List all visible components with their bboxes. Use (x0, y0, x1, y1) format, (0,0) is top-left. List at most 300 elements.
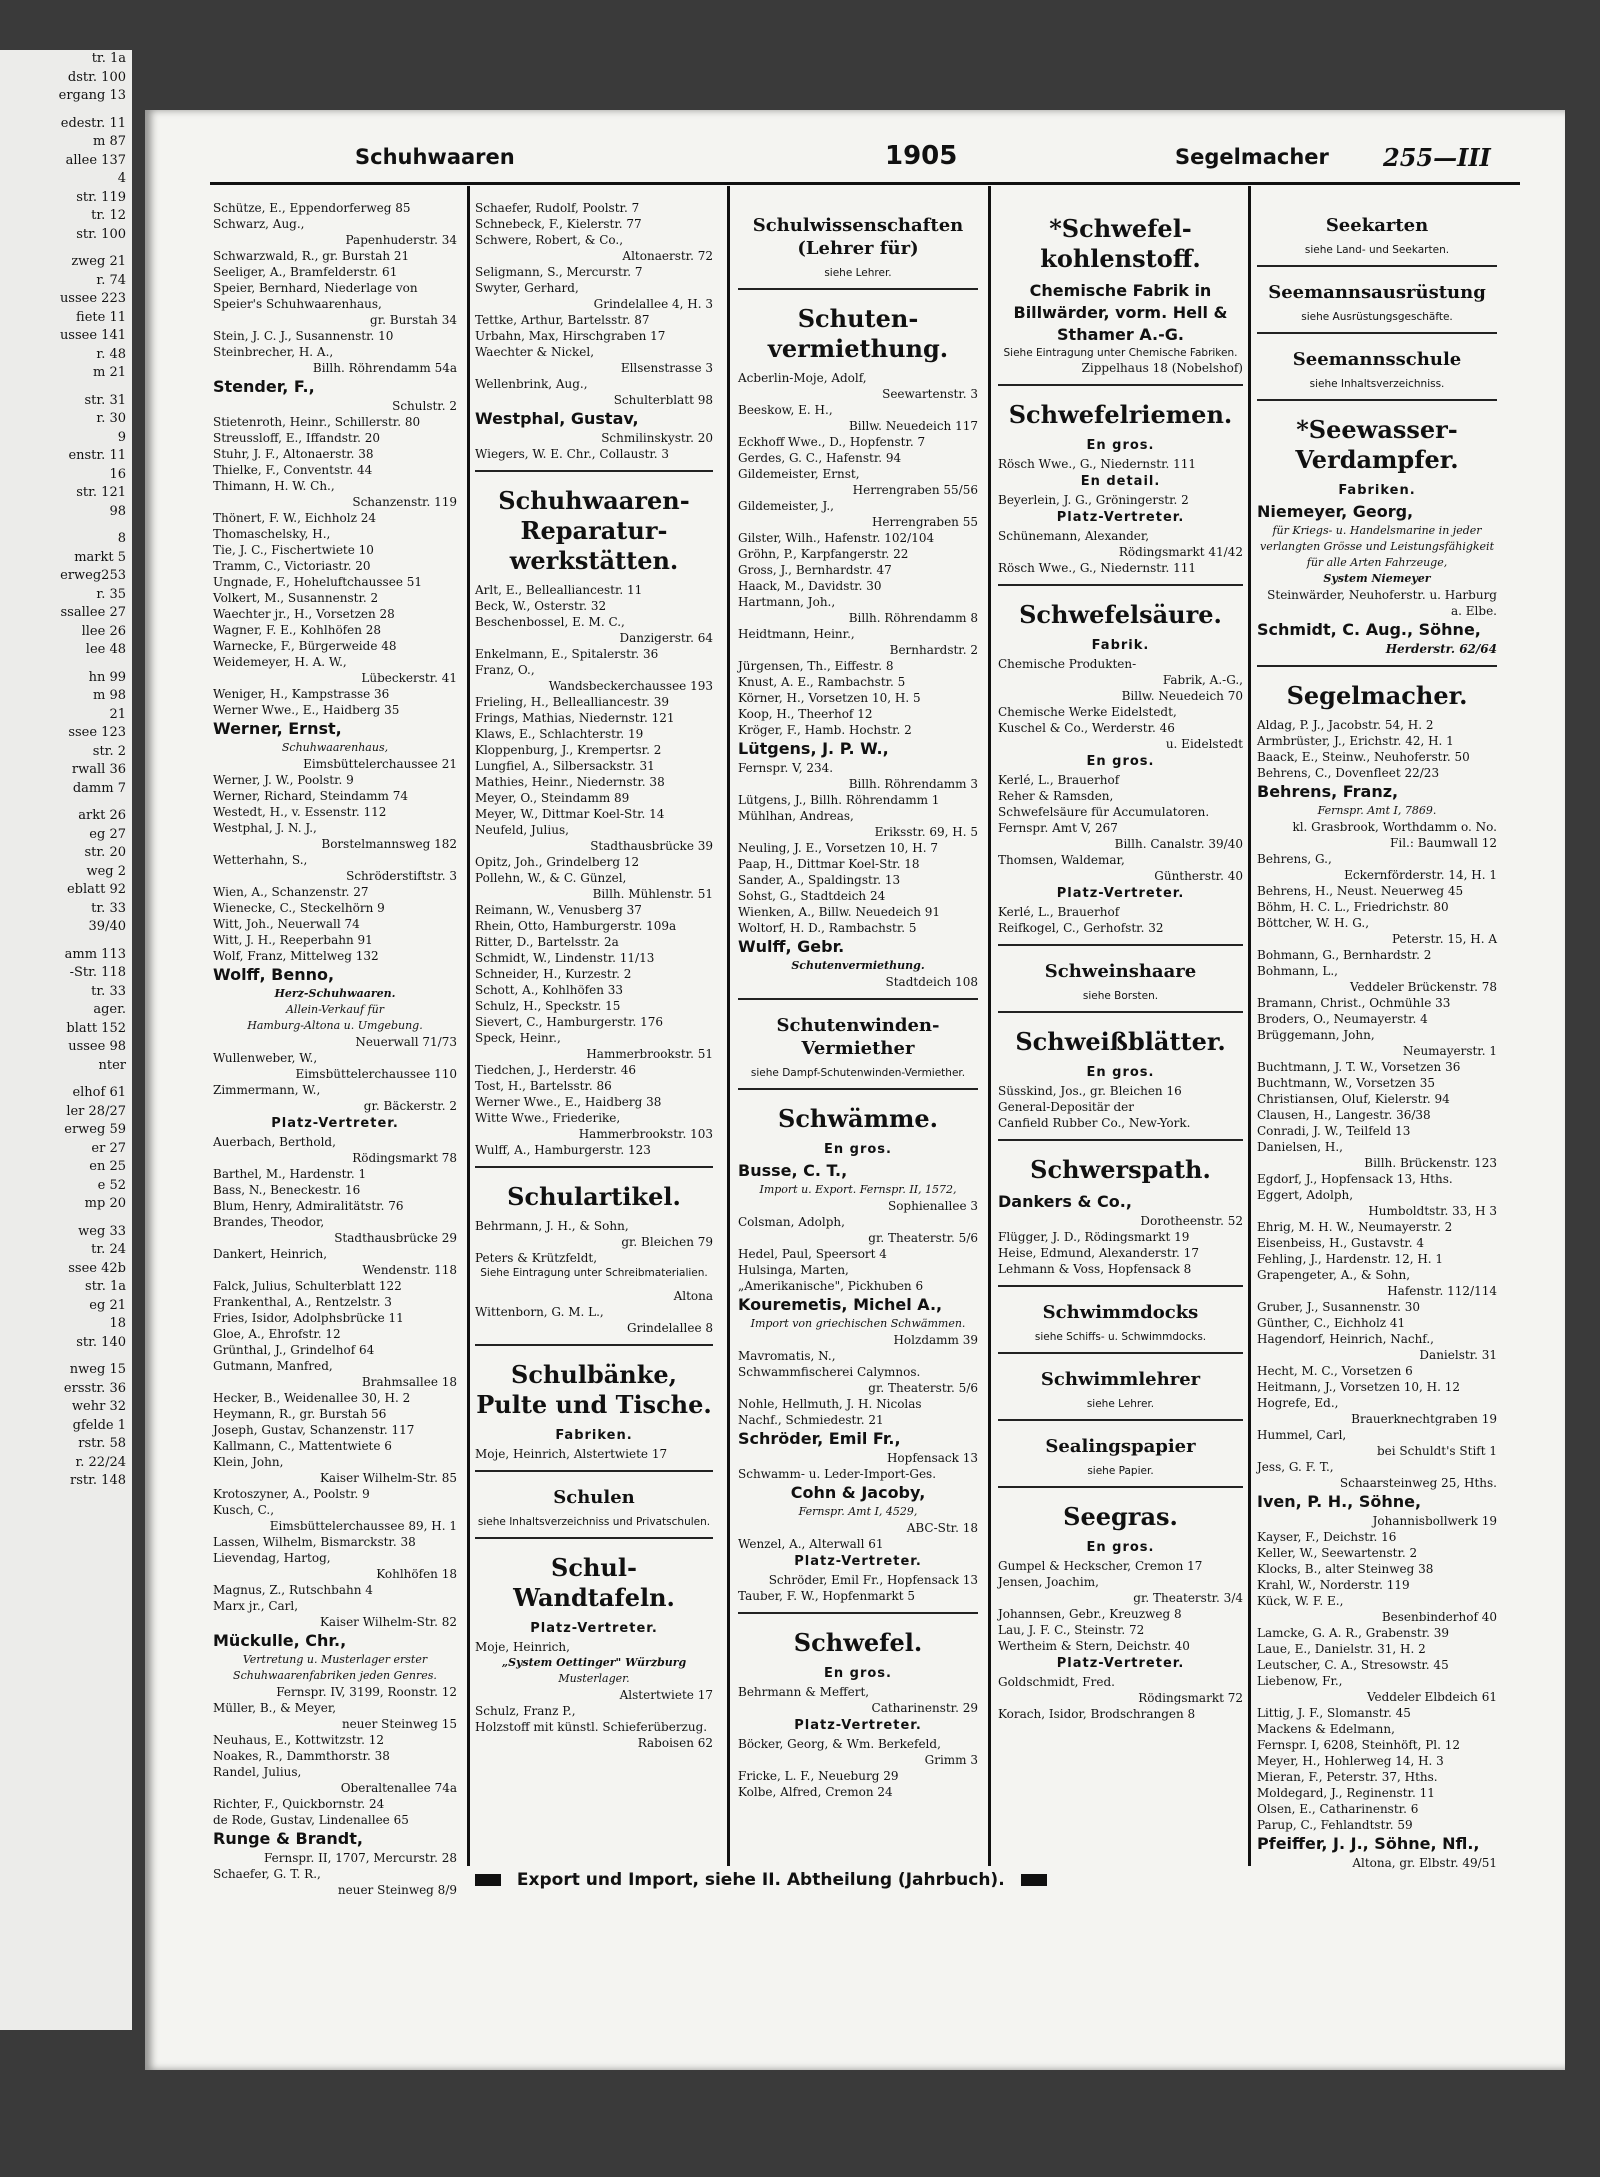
directory-entry: Schröder, Emil Fr., Hopfensack 13 (768, 1573, 978, 1587)
directory-entry: Bass, N., Beneckestr. 16 (213, 1183, 361, 1197)
entry: Vertretung u. Musterlager erster Schuhwaarenfabriken jeden Genres. (233, 1653, 437, 1682)
directory-entry: Bernhardstr. 2 (889, 643, 978, 657)
directory-entry: Frings, Mathias, Niedernstr. 121 (475, 711, 675, 725)
directory-entry: Speck, Heinr., (475, 1031, 561, 1045)
previous-page-fragment: str. 119 (76, 189, 126, 205)
previous-page-fragment: en 25 (89, 1159, 126, 1174)
directory-entry: Lau, J. F. C., Steinstr. 72 (998, 1623, 1145, 1637)
directory-entry: Baack, E., Steinw., Neuhoferstr. 50 (1257, 750, 1470, 764)
directory-entry: Mackens & Edelmann, (1257, 1722, 1395, 1736)
subheading: Platz-Vertreter. (794, 1718, 922, 1733)
directory-entry: Danielsen, H., (1257, 1140, 1343, 1154)
previous-page-fragment: hn 99 (88, 669, 126, 685)
section-schwefelsaeure: Schwefelsäure. (1019, 600, 1222, 629)
directory-entry: Witte Wwe., Friederike, (475, 1111, 621, 1125)
subheading: En gros. (1086, 1540, 1155, 1555)
previous-page-fragment: eblatt 92 (66, 882, 126, 897)
dankers-heading: Dankers & Co., (998, 1192, 1132, 1211)
header-year: 1905 (885, 141, 958, 171)
subheading: En gros. (824, 1142, 892, 1157)
directory-entry: Fries, Isidor, Adolphsbrücke 11 (213, 1311, 404, 1325)
directory-entry: Grimm 3 (924, 1753, 978, 1767)
previous-page-fragment: lee 48 (85, 642, 126, 657)
entry: Alstertwiete 17 (619, 1688, 713, 1702)
directory-entry: Woltorf, H. D., Rambachstr. 5 (738, 921, 917, 935)
directory-entry: Beschenbossel, E. M. C., (475, 615, 625, 629)
entry: siehe Lehrer. (1086, 1398, 1155, 1410)
niemeyer-heading: Niemeyer, Georg, (1257, 502, 1414, 521)
directory-entry: Grindelallee 4, H. 3 (593, 297, 713, 311)
directory-entry: Gerdes, G. C., Hafenstr. 94 (738, 451, 902, 465)
directory-entry: Goldschmidt, Fred. (998, 1675, 1115, 1689)
entry: siehe Borsten. (1082, 990, 1159, 1002)
previous-page-fragment: ersstr. 36 (63, 1380, 126, 1396)
section-schuten: Schuten-vermiethung. (767, 304, 949, 363)
directory-entry: Meyer, H., Hohlerweg 14, H. 3 (1257, 1754, 1444, 1768)
directory-entry: Warnecke, F., Bürgerweide 48 (213, 639, 397, 653)
directory-entry: Neumayerstr. 1 (1402, 1044, 1497, 1058)
directory-entry: Noakes, R., Dammthorstr. 38 (213, 1749, 390, 1763)
entry: Eimsbüttelerchaussee 21 (303, 757, 457, 771)
directory-entry: Seewartenstr. 3 (882, 387, 978, 401)
directory-entry: Heise, Edmund, Alexanderstr. 17 (998, 1246, 1199, 1260)
directory-entry: Wullenweber, W., (213, 1051, 318, 1065)
directory-entry: Schaarsteinweg 25, Hths. (1339, 1476, 1497, 1490)
directory-entry: Herrengraben 55 (871, 515, 978, 529)
directory-entry: Schwarz, Aug., (213, 217, 305, 231)
previous-page-fragment: 9 (117, 429, 126, 445)
directory-entry: Reifkogel, C., Gerhofstr. 32 (998, 921, 1164, 935)
directory-entry: Kallmann, C., Mattentwiete 6 (213, 1439, 392, 1453)
directory-entry: Conradi, J. W., Teilfeld 13 (1257, 1124, 1411, 1138)
directory-entry: Franz, O., (475, 663, 535, 677)
subheading: En gros. (1086, 1065, 1155, 1080)
previous-page-fragment: ussee 98 (68, 1039, 126, 1054)
directory-entry: Schaefer, Rudolf, Poolstr. 7 (475, 201, 640, 215)
chem-fabrik-heading: Chemische Fabrik in Billwärder, vorm. Hell & Sthamer A.-G. (1013, 281, 1228, 344)
directory-entry: Wetterhahn, S., (213, 853, 308, 867)
directory-entry: Papenhuderstr. 34 (345, 233, 457, 247)
directory-entry: Billh. Mühlenstr. 51 (592, 887, 713, 901)
entry: ABC-Str. 18 (906, 1521, 978, 1535)
busse-heading: Busse, C. T., (738, 1161, 848, 1180)
previous-page-fragment: str. 140 (76, 1334, 126, 1350)
previous-page-fragment: 16 (109, 466, 126, 482)
directory-entry: Brahmsallee 18 (361, 1375, 457, 1389)
directory-entry: Christiansen, Oluf, Kielerstr. 94 (1257, 1092, 1450, 1106)
previous-page-fragment: 8 (117, 531, 126, 546)
directory-entry: Enkelmann, E., Spitalerstr. 36 (475, 647, 659, 661)
directory-entry: Kohlhöfen 18 (376, 1567, 457, 1581)
section-seemannsausruestung: Seemannsausrüstung (1268, 282, 1486, 303)
previous-page-fragment: nter (98, 1057, 126, 1073)
directory-entry: Tost, H., Bartelsstr. 86 (475, 1079, 612, 1093)
directory-entry: Eckhoff Wwe., D., Hopfenstr. 7 (738, 435, 926, 449)
previous-page-fragment: tr. 33 (91, 900, 126, 916)
directory-entry: Gloe, A., Ehrofstr. 12 (213, 1327, 341, 1341)
directory-entry: Fricke, L. F., Neueburg 29 (738, 1769, 899, 1783)
previous-page-fragment: arkt 26 (78, 808, 126, 823)
previous-page-fragment: er 27 (91, 1140, 126, 1156)
entry: „System Oettinger" Würzburg (501, 1656, 687, 1669)
directory-entry: Mavromatis, N., (738, 1349, 836, 1363)
previous-page-fragment: fiete 11 (76, 309, 126, 325)
directory-entry: Behrens, C., Dovenfleet 22/23 (1257, 766, 1440, 780)
directory-entry: Eimsbüttelerchaussee 89, H. 1 (269, 1519, 457, 1533)
entry: siehe Dampf-Schutenwinden-Vermiether. (750, 1067, 966, 1079)
directory-entry: Wagner, F. E., Kohlhöfen 28 (213, 623, 382, 637)
directory-entry: Besenbinderhof 40 (1381, 1610, 1497, 1624)
column-2 (475, 200, 713, 1865)
section-schulwissenschaften: Schulwissenschaften (Lehrer für) (752, 215, 964, 259)
directory-entry: Lübeckerstr. 41 (361, 671, 457, 685)
directory-entry: Schünemann, Alexander, (998, 529, 1150, 543)
column-4 (998, 200, 1243, 1865)
mueckulle-heading: Mückulle, Chr., (213, 1631, 347, 1650)
directory-entry: Frieling, H., Bellealliancestr. 39 (475, 695, 669, 709)
subheading: En gros. (1086, 754, 1155, 769)
directory-entry: Schulterblatt 98 (613, 393, 713, 407)
directory-entry: Brandes, Theodor, (213, 1215, 325, 1229)
directory-entry: Hummel, Carl, (1257, 1428, 1347, 1442)
directory-entry: Lehmann & Voss, Hopfensack 8 (998, 1262, 1192, 1276)
entry: siehe Lehrer. (824, 267, 892, 279)
entry: kl. Grasbrook, Worthdamm o. No. (1292, 820, 1497, 834)
directory-entry: Stadthausbrücke 39 (590, 839, 713, 853)
column-divider (727, 186, 730, 1866)
directory-entry: Acberlin-Moje, Adolf, (738, 371, 867, 385)
subheading: Platz-Vertreter. (1056, 1656, 1185, 1671)
directory-entry: Schmidt, W., Lindenstr. 11/13 (475, 951, 655, 965)
section-schwimmlehrer: Schwimmlehrer (1040, 1369, 1201, 1390)
previous-page-fragment: erweg253 (60, 568, 126, 583)
subheading: Fabriken. (555, 1428, 633, 1443)
previous-page-fragment: str. 100 (76, 226, 126, 242)
westphal-heading: Westphal, Gustav, (475, 409, 639, 428)
directory-entry: Wulff, A., Hamburgerstr. 123 (475, 1143, 651, 1157)
directory-entry: Aldag, P. J., Jacobstr. 54, H. 2 (1257, 718, 1434, 732)
directory-entry: Urbahn, Max, Hirschgraben 17 (475, 329, 666, 343)
previous-page-fragment: amm 113 (64, 946, 126, 962)
previous-page-fragment: m 98 (92, 688, 126, 703)
section-schwefelkohlenstoff: *Schwefel-kohlenstoff. (1040, 214, 1201, 273)
directory-entry: Flügger, J. D., Rödingsmarkt 19 (998, 1230, 1190, 1244)
schroeder-heading: Schröder, Emil Fr., (738, 1429, 901, 1448)
directory-entry: Liebenow, Fr., (1257, 1674, 1343, 1688)
previous-page-fragment: wehr 32 (71, 1399, 126, 1414)
directory-entry: Speier, Bernhard, Niederlage von (213, 281, 418, 295)
directory-entry: Gröhn, P., Karpfangerstr. 22 (738, 547, 909, 561)
previous-page-fragment: 21 (109, 706, 126, 722)
previous-page-fragment: ssallee 27 (60, 605, 126, 620)
previous-page-fragment: str. 1a (85, 1279, 126, 1294)
previous-page-fragment: str. 121 (76, 485, 126, 500)
directory-entry: Richter, F., Quickbornstr. 24 (213, 1797, 385, 1811)
entry: Wiegers, W. E. Chr., Collaustr. 3 (475, 447, 670, 461)
directory-entry: „Amerikanische", Pickhuben 6 (738, 1279, 924, 1293)
directory-entry: Klaws, E., Schlachterstr. 19 (475, 727, 644, 741)
directory-entry: Tie, J. C., Fischertwiete 10 (213, 543, 374, 557)
directory-entry: Süsskind, Jos., gr. Bleichen 16 (998, 1084, 1182, 1098)
section-seewasser: *Seewasser-Verdampfer. (1295, 415, 1459, 474)
column-divider (988, 186, 991, 1866)
directory-entry: Rösch Wwe., G., Niedernstr. 111 (998, 457, 1197, 471)
directory-entry: Eriksstr. 69, H. 5 (874, 825, 978, 839)
entry: Johannisbollwerk 19 (1372, 1514, 1497, 1528)
previous-page-fragment: tr. 12 (91, 208, 126, 223)
previous-page-fragment: ager. (93, 1002, 126, 1017)
entry: siehe Inhaltsverzeichniss. (1309, 378, 1445, 390)
directory-entry: Veddeler Brückenstr. 78 (1349, 980, 1497, 994)
entry: siehe Land- und Seekarten. (1304, 244, 1450, 256)
directory-entry: Böcker, Georg, & Wm. Berkefeld, (738, 1737, 941, 1751)
entry: Fernspr. Amt I, 4529, (798, 1505, 918, 1518)
directory-entry: Opitz, Joh., Grindelberg 12 (475, 855, 640, 869)
entry: Fernspr. II, 1707, Mercurstr. 28 (263, 1851, 457, 1865)
directory-entry: Danzigerstr. 64 (619, 631, 713, 645)
directory-entry: Moldegard, J., Reginenstr. 11 (1257, 1786, 1435, 1800)
directory-entry: Tauber, F. W., Hopfenmarkt 5 (738, 1589, 916, 1603)
directory-entry: Thönert, F. W., Eichholz 24 (213, 511, 376, 525)
behrens-heading: Behrens, Franz, (1257, 782, 1399, 801)
stender-heading: Stender, F., (213, 377, 315, 396)
directory-entry: Hagendorf, Heinrich, Nachf., (1257, 1332, 1434, 1346)
directory-entry: Korach, Isidor, Brodschrangen 8 (998, 1707, 1196, 1721)
previous-page-fragment: llee 26 (81, 623, 126, 639)
directory-entry: Güntherstr. 40 (1154, 869, 1243, 883)
header-category-left: Schuhwaaren (355, 145, 515, 169)
directory-entry: Colsman, Adolph, (738, 1215, 845, 1229)
entry: Import von griechischen Schwämmen. (750, 1317, 966, 1330)
section-seekarten: Seekarten (1325, 215, 1429, 236)
section-schwefel: Schwefel. (793, 1628, 923, 1657)
previous-page-fragment: rwall 36 (71, 762, 126, 777)
directory-entry: Billh. Röhrendamm 54a (312, 361, 457, 375)
directory-entry: Paap, H., Dittmar Koel-Str. 18 (738, 857, 920, 871)
directory-entry: Gilster, Wilh., Hafenstr. 102/104 (738, 531, 935, 545)
directory-entry: Gumpel & Heckscher, Cremon 17 (998, 1559, 1203, 1573)
directory-entry: Jensen, Joachim, (998, 1575, 1099, 1589)
directory-entry: Jürgensen, Th., Eiffestr. 8 (738, 659, 894, 673)
directory-entry: Chemische Produkten- (998, 657, 1137, 671)
section-seegras: Seegras. (1063, 1502, 1178, 1531)
entry: Altona, gr. Elbstr. 49/51 (1352, 1856, 1497, 1870)
section-schutenwinden: Schutenwinden-Vermiether (776, 1015, 940, 1059)
directory-entry: Wienken, A., Billw. Neuedeich 91 (738, 905, 941, 919)
directory-entry: Brüggemann, John, (1257, 1028, 1375, 1042)
directory-entry: Seeliger, A., Bramfelderstr. 61 (213, 265, 398, 279)
directory-entry: Wandsbeckerchaussee 193 (548, 679, 713, 693)
directory-entry: Werner, Richard, Steindamm 74 (213, 789, 408, 803)
entry: Siehe Eintragung unter Chemische Fabriken. (1003, 347, 1238, 359)
entry: Billh. Röhrendamm 3 (848, 777, 978, 791)
directory-entry: Schanzenstr. 119 (352, 495, 457, 509)
pointing-hand-icon (1021, 1874, 1047, 1886)
subheading: Platz-Vertreter. (794, 1554, 922, 1569)
directory-entry: Knust, A. E., Rambachstr. 5 (738, 675, 906, 689)
directory-entry: Speier's Schuhwaarenhaus, (213, 297, 382, 311)
wolff-heading: Wolff, Benno, (213, 965, 335, 984)
directory-entry: Waechter jr., H., Vorsetzen 28 (213, 607, 395, 621)
directory-entry: Stuhr, J. F., Altonaerstr. 38 (213, 447, 374, 461)
previous-page-fragment: zweg 21 (71, 254, 126, 269)
directory-entry: Parup, C., Fehlandtstr. 59 (1257, 1818, 1413, 1832)
directory-entry: Schneider, H., Kurzestr. 2 (475, 967, 632, 981)
directory-entry: Volkert, M., Susannenstr. 2 (213, 591, 379, 605)
directory-entry: Johannsen, Gebr., Kreuzweg 8 (998, 1607, 1182, 1621)
directory-entry: Eckernförderstr. 14, H. 1 (1344, 868, 1497, 882)
previous-page-fragment: rstr. 148 (70, 1473, 126, 1488)
directory-entry: Thielke, F., Conventstr. 44 (213, 463, 373, 477)
directory-entry: Weniger, H., Kampstrasse 36 (213, 687, 390, 701)
cohn-heading: Cohn & Jacoby, (790, 1483, 926, 1502)
directory-entry: Neufeld, Julius, (475, 823, 569, 837)
previous-page-fragment: ssee 42b (68, 1260, 126, 1276)
directory-entry: Kröger, F., Hamb. Hochstr. 2 (738, 723, 912, 737)
previous-page-fragment: -Str. 118 (69, 965, 126, 980)
directory-entry: Stietenroth, Heinr., Schillerstr. 80 (213, 415, 421, 429)
header-rule (210, 182, 1520, 185)
directory-entry: Tettke, Arthur, Bartelsstr. 87 (475, 313, 650, 327)
directory-entry: Lungfiel, A., Silbersackstr. 31 (475, 759, 655, 773)
entry: Dorotheenstr. 52 (1140, 1214, 1243, 1228)
directory-entry: gr. Theaterstr. 3/4 (1133, 1591, 1243, 1605)
directory-entry: Sander, A., Spaldingstr. 13 (738, 873, 901, 887)
directory-entry: Oberaltenallee 74a (340, 1781, 457, 1795)
entry: Hamburg-Altona u. Umgebung. (247, 1019, 423, 1032)
directory-entry: Chemische Werke Eidelstedt, (998, 705, 1177, 719)
entry: siehe Inhaltsverzeichniss und Privatschulen. (477, 1516, 711, 1528)
directory-entry: Fernspr. Amt V, 267 (998, 821, 1118, 835)
directory-entry: Behrens, H., Neust. Neuerweg 45 (1257, 884, 1464, 898)
subheading: En gros. (1086, 438, 1155, 453)
entry: Schmilinskystr. 20 (601, 431, 713, 445)
directory-entry: Magnus, Z., Rutschbahn 4 (213, 1583, 373, 1597)
directory-entry: Seligmann, S., Mercurstr. 7 (475, 265, 643, 279)
directory-entry: Behrmann, J. H., & Sohn, (475, 1219, 629, 1233)
directory-entry: General-Depositär der (998, 1100, 1134, 1114)
directory-entry: Heidtmann, Heinr., (738, 627, 855, 641)
directory-entry: Mieran, F., Peterstr. 37, Hths. (1257, 1770, 1438, 1784)
entry: Herderstr. 62/64 (1385, 642, 1497, 656)
directory-entry: Schwammfischerei Calymnos. (738, 1365, 921, 1379)
directory-entry: Rösch Wwe., G., Niedernstr. 111 (998, 561, 1197, 575)
directory-entry: Hecht, M. C., Vorsetzen 6 (1257, 1364, 1413, 1378)
directory-entry: Nohle, Hellmuth, J. H. Nicolas (738, 1397, 922, 1411)
directory-entry: Ellsenstrasse 3 (620, 361, 713, 375)
directory-entry: Schröderstiftstr. 3 (346, 869, 457, 883)
directory-entry: Wienecke, C., Steckelhörn 9 (213, 901, 385, 915)
previous-page-fragment: 98 (109, 503, 126, 519)
directory-entry: Barthel, M., Hardenstr. 1 (213, 1167, 367, 1181)
directory-entry: Schulz, H., Speckstr. 15 (475, 999, 621, 1013)
directory-entry: Hecker, B., Weidenallee 30, H. 2 (213, 1391, 411, 1405)
directory-entry: Broders, O., Neumayerstr. 4 (1257, 1012, 1428, 1026)
column-1 (213, 200, 457, 1897)
wulff-heading: Wulff, Gebr. (738, 937, 845, 956)
directory-entry: Kolbe, Alfred, Cremon 24 (738, 1785, 893, 1799)
directory-entry: Eimsbüttelerchaussee 110 (295, 1067, 457, 1081)
directory-entry: Schwarzwald, R., gr. Burstah 21 (213, 249, 410, 263)
directory-entry: Rödingsmarkt 72 (1138, 1691, 1243, 1705)
directory-entry: Falck, Julius, Schulterblatt 122 (213, 1279, 402, 1293)
previous-page-fragment: weg 2 (86, 863, 126, 879)
directory-entry: Bohmann, G., Bernhardstr. 2 (1257, 948, 1432, 962)
directory-entry: Schwefelsäure für Accumulatoren. (998, 805, 1210, 819)
entry: Allein-Verkauf für (285, 1003, 384, 1016)
directory-entry: Werner, J. W., Poolstr. 9 (213, 773, 354, 787)
directory-entry: Clausen, H., Langestr. 36/38 (1257, 1108, 1431, 1122)
directory-entry: Ritter, D., Bartelsstr. 2a (475, 935, 619, 949)
section-schwefelriemen: Schwefelriemen. (1008, 400, 1233, 429)
section-schwerspath: Schwerspath. (1030, 1155, 1211, 1184)
section-schweinshaare: Schweinshaare (1044, 961, 1197, 982)
entry: siehe Schiffs- u. Schwimmdocks. (1034, 1331, 1207, 1343)
directory-entry: Randel, Julius, (213, 1765, 302, 1779)
directory-entry: Wittenborn, G. M. L., (475, 1305, 604, 1319)
directory-entry: Sievert, C., Hamburgerstr. 176 (475, 1015, 664, 1029)
previous-page-fragment: r. 22/24 (75, 1454, 126, 1470)
directory-entry: Hulsinga, Marten, (738, 1263, 849, 1277)
footer-text: Export und Import, siehe II. Abtheilung (Jahrbuch). (516, 1870, 1005, 1890)
previous-page-fragment: tr. 24 (91, 1242, 126, 1257)
previous-page-fragment: tr. 33 (91, 983, 126, 999)
directory-entry: Billw. Neuedeich 117 (848, 419, 978, 433)
previous-page-fragment: allee 137 (65, 152, 126, 168)
column-divider (467, 186, 470, 1866)
previous-page-fragment: weg 33 (78, 1223, 126, 1239)
section-schweissblaetter: Schweißblätter. (1015, 1027, 1226, 1056)
directory-entry: de Rode, Gustav, Lindenallee 65 (213, 1813, 409, 1827)
entry: Zippelhaus 18 (Nobelshof) (1081, 361, 1243, 375)
directory-entry: Neuling, J. E., Vorsetzen 10, H. 7 (738, 841, 938, 855)
directory-entry: Haack, M., Davidstr. 30 (738, 579, 882, 593)
directory-entry: Wellenbrink, Aug., (475, 377, 588, 391)
directory-entry: Frankenthal, A., Rentzelstr. 3 (213, 1295, 392, 1309)
directory-entry: Kerlé, L., Brauerhof (998, 905, 1120, 919)
directory-entry: Egdorf, J., Hopfensack 13, Hths. (1257, 1172, 1453, 1186)
directory-entry: Stein, J. C. J., Susannenstr. 10 (213, 329, 394, 343)
directory-entry: Heitmann, J., Vorsetzen 10, H. 12 (1257, 1380, 1461, 1394)
directory-entry: Kuschel & Co., Werderstr. 46 (998, 721, 1175, 735)
entry: Import u. Export. Fernspr. II, 1572, (759, 1183, 957, 1196)
directory-entry: Danielstr. 31 (1419, 1348, 1497, 1362)
entry: siehe Ausrüstungsgeschäfte. (1301, 311, 1453, 323)
directory-entry: Neuhaus, E., Kottwitzstr. 12 (213, 1733, 384, 1747)
directory-entry: Buchtmann, W., Vorsetzen 35 (1257, 1076, 1435, 1090)
directory-entry: Westedt, H., v. Essenstr. 112 (213, 805, 387, 819)
directory-entry: Olsen, E., Catharinenstr. 6 (1257, 1802, 1419, 1816)
directory-entry: Peterstr. 15, H. A (1392, 932, 1497, 946)
previous-page-fragment: 39/40 (88, 919, 126, 934)
directory-entry: u. Eidelstedt (1165, 737, 1243, 751)
previous-page-fragment: ler 28/27 (66, 1103, 126, 1119)
subheading: Platz-Vertreter. (1056, 886, 1185, 901)
previous-page-fragment: ssee 123 (68, 725, 126, 740)
directory-entry: Tramm, C., Victoriastr. 20 (213, 559, 371, 573)
entry: System Niemeyer (1323, 572, 1431, 585)
directory-entry: Leutscher, C. A., Stresowstr. 45 (1257, 1658, 1449, 1672)
section-segelmacher: Segelmacher. (1286, 681, 1468, 710)
iven-heading: Iven, P. H., Söhne, (1257, 1492, 1422, 1511)
directory-entry: Auerbach, Berthold, (213, 1135, 336, 1149)
directory-entry: Meyer, W., Dittmar Koel-Str. 14 (475, 807, 665, 821)
kouremetis-heading: Kouremetis, Michel A., (738, 1295, 943, 1314)
directory-entry: Grünthal, J., Grindelhof 64 (213, 1343, 375, 1357)
previous-page-fragment: 4 (117, 171, 126, 186)
directory-entry: Hogrefe, Ed., (1257, 1396, 1339, 1410)
directory-entry: Kerlé, L., Brauerhof (998, 773, 1120, 787)
